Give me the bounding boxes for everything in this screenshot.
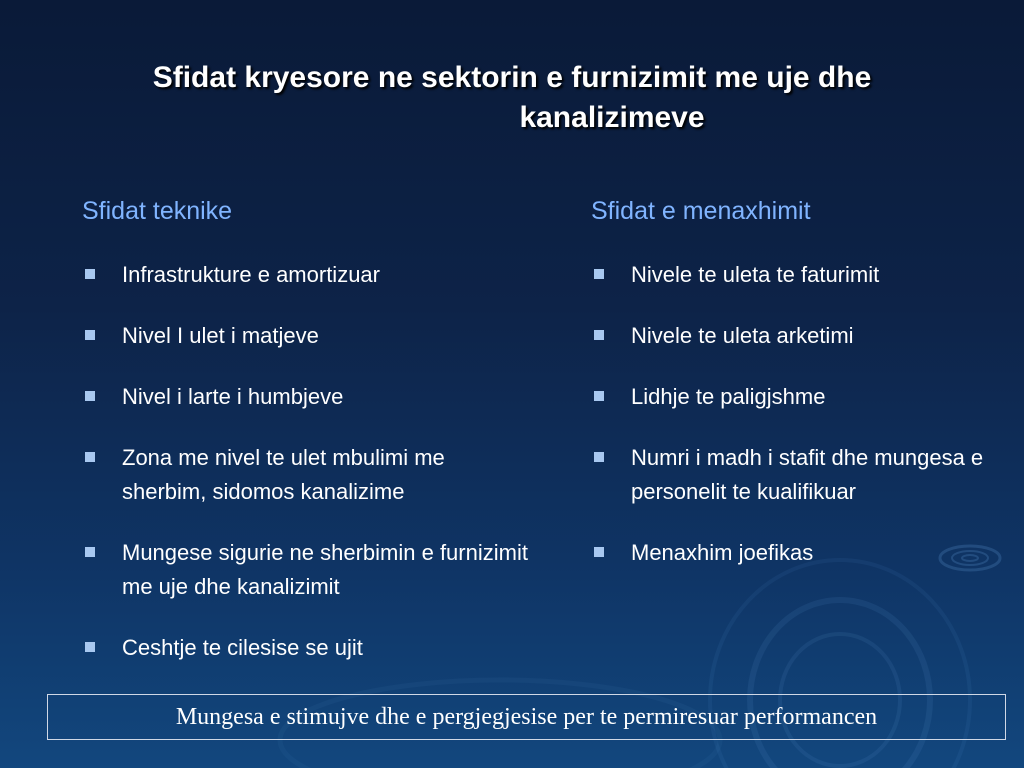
list-item bbox=[591, 441, 991, 509]
slide-title-line-2: kanalizimeve bbox=[519, 101, 705, 134]
list-item-text: Nivel i larte i humbjeve bbox=[122, 384, 344, 409]
square-bullet-icon bbox=[85, 547, 95, 557]
technical-challenges-column bbox=[82, 194, 532, 692]
list-item bbox=[82, 631, 532, 665]
square-bullet-icon bbox=[85, 330, 95, 340]
square-bullet-icon bbox=[85, 391, 95, 401]
list-item bbox=[591, 536, 991, 570]
list-item bbox=[591, 380, 991, 414]
square-bullet-icon bbox=[594, 452, 604, 462]
list-item-text: Nivele te uleta te faturimit bbox=[631, 262, 880, 287]
square-bullet-icon bbox=[85, 642, 95, 652]
technical-challenges-list bbox=[82, 258, 532, 665]
footer-summary-text: Mungesa e stimujve dhe e pergjegjesise per te permiresuar performancen bbox=[175, 704, 878, 730]
footer-summary-box bbox=[47, 694, 1006, 740]
square-bullet-icon bbox=[594, 391, 604, 401]
list-item-text: Infrastrukture e amortizuar bbox=[122, 262, 380, 287]
list-item bbox=[82, 319, 532, 353]
square-bullet-icon bbox=[85, 452, 95, 462]
list-item-text: Numri i madh i stafit dhe mungesa e personelit te kualifikuar bbox=[631, 445, 984, 504]
list-item-text: Zona me nivel te ulet mbulimi me sherbim, sidomos kanalizime bbox=[122, 445, 445, 504]
slide-title bbox=[60, 58, 964, 138]
list-item bbox=[82, 536, 532, 604]
management-challenges-column bbox=[591, 194, 991, 597]
list-item-text: Nivele te uleta arketimi bbox=[631, 323, 854, 348]
list-item bbox=[591, 258, 991, 292]
management-challenges-list bbox=[591, 258, 991, 570]
list-item bbox=[591, 319, 991, 353]
list-item-text: Ceshtje te cilesise se ujit bbox=[122, 635, 363, 660]
list-item-text: Mungese sigurie ne sherbimin e furnizimit me uje dhe kanalizimit bbox=[122, 540, 528, 599]
list-item-text: Menaxhim joefikas bbox=[631, 540, 814, 565]
square-bullet-icon bbox=[85, 269, 95, 279]
management-challenges-heading: Sfidat e menaxhimit bbox=[591, 197, 811, 225]
square-bullet-icon bbox=[594, 547, 604, 557]
slide-title-line-1: Sfidat kryesore ne sektorin e furnizimit me uje dhe bbox=[152, 61, 872, 94]
technical-challenges-heading: Sfidat teknike bbox=[82, 197, 233, 225]
square-bullet-icon bbox=[594, 269, 604, 279]
square-bullet-icon bbox=[594, 330, 604, 340]
list-item-text: Nivel I ulet i matjeve bbox=[122, 323, 319, 348]
list-item-text: Lidhje te paligjshme bbox=[631, 384, 826, 409]
list-item bbox=[82, 380, 532, 414]
list-item bbox=[82, 441, 532, 509]
list-item bbox=[82, 258, 532, 292]
